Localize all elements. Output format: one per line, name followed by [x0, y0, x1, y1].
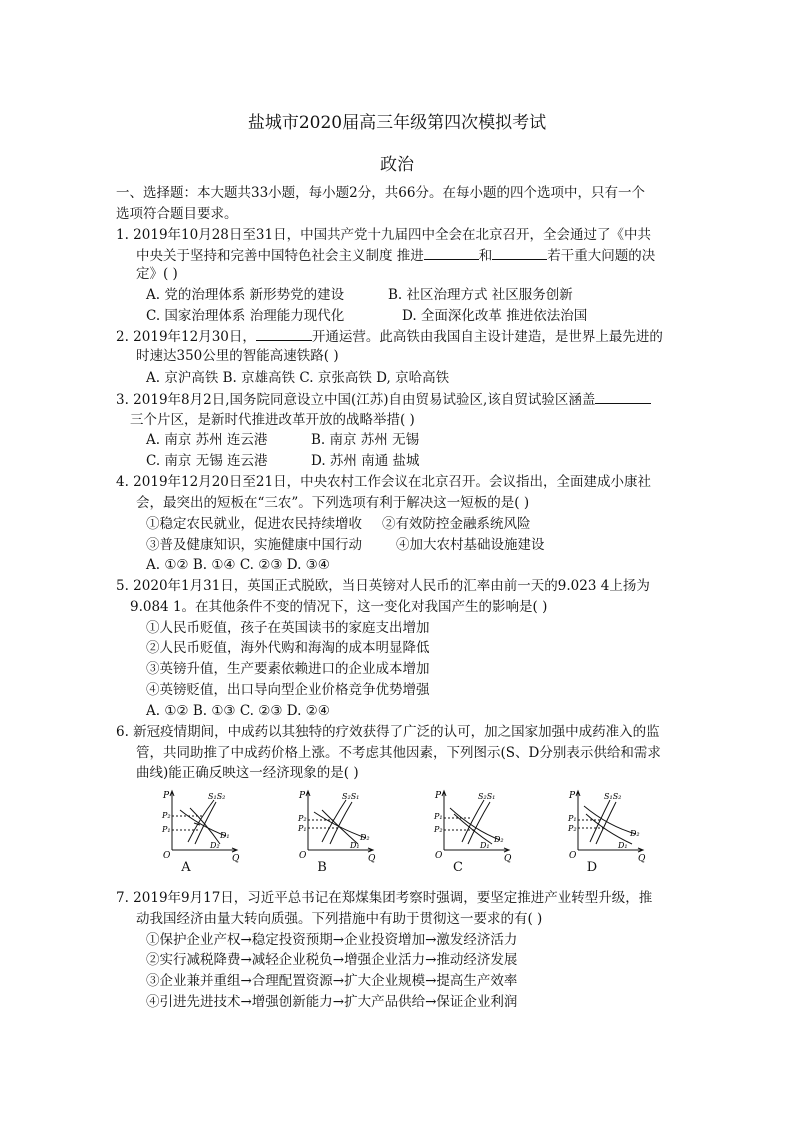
graph-d-svg [556, 788, 646, 863]
svg-text:P₁: P₁ [162, 825, 171, 834]
q1-blank-1 [424, 245, 479, 260]
svg-text:Q: Q [368, 854, 376, 863]
q4-stem: 4. 2019年12月20日至21日，中央农村工作会议在北京召开。会议指出，全面建成小康社 [116, 474, 652, 490]
svg-text:P₂: P₂ [434, 825, 443, 834]
svg-text:P₂: P₂ [568, 824, 577, 833]
q1-text-c: 若干重大问题的决 [547, 248, 656, 264]
supply-demand-graph-d [556, 788, 646, 878]
svg-text:P: P [435, 791, 442, 801]
svg-text:P₂: P₂ [162, 811, 171, 820]
q2-stem-line2: 时速达350公里的智能高速铁路( ) [136, 348, 339, 364]
graph-a-svg [150, 788, 240, 863]
svg-text:Q: Q [232, 854, 240, 863]
exam-title: 盐城市2020届高三年级第四次模拟考试 [247, 113, 547, 133]
q4-statement-4: ④加大农村基础设施建设 [396, 537, 545, 553]
q5-stem: 5. 2020年1月31日，英国正式脱欧，当日英镑对人民币的汇率由前一天的9.023 4上扬为 [116, 578, 650, 594]
q3-option-c: C. 南京 无锡 连云港 [146, 453, 268, 469]
q5-options: A. ①② B. ①③ C. ②③ D. ②④ [146, 703, 330, 719]
q3-option-a: A. 南京 苏州 连云港 [146, 432, 268, 448]
q7-statement-2: ②实行减税降费→减轻企业税负→增强企业活力→推动经济发展 [146, 952, 518, 968]
svg-text:O: O [569, 851, 577, 861]
q7-statement-1: ①保护企业产权→稳定投资预期→企业投资增加→激发经济活力 [146, 932, 518, 948]
q3-stem [116, 389, 651, 409]
svg-text:P: P [163, 791, 170, 801]
q3-option-b: B. 南京 苏州 无锡 [311, 432, 420, 448]
svg-text:S₁S₂: S₁S₂ [208, 792, 226, 801]
svg-text:D₂: D₂ [210, 841, 220, 850]
svg-text:S₂S₁: S₂S₁ [342, 792, 360, 801]
q3-stem-line2: 三个片区，是新时代推进改革开放的战略举措( ) [130, 412, 415, 428]
q5-statement-3: ③英镑升值，生产要素依赖进口的企业成本增加 [146, 661, 430, 677]
subject-title: 政治 [380, 155, 414, 175]
svg-text:P₂: P₂ [298, 814, 307, 823]
q7-statement-4: ④引进先进技术→增强创新能力→扩大产品供给→保证企业利润 [146, 994, 518, 1010]
svg-text:P₁: P₁ [298, 824, 307, 833]
svg-text:Q: Q [504, 854, 512, 863]
supply-demand-graph-a [150, 788, 240, 878]
q5-statement-1: ①人民币贬值，孩子在英国读书的家庭支出增加 [146, 620, 430, 636]
svg-text:D₁: D₁ [350, 841, 360, 850]
q2-text-b: 开通运营。此高铁由我国自主设计建造，是世界上最先进的 [311, 329, 663, 345]
svg-text:O: O [435, 851, 443, 861]
q1-option-c: C. 国家治理体系 治理能力现代化 [146, 308, 345, 324]
graph-b-svg [286, 788, 376, 863]
graph-a-label: A [181, 860, 191, 875]
q4-statement-3: ③普及健康知识，实施健康中国行动 [146, 537, 362, 553]
graph-c-label: C [453, 860, 463, 875]
q3-option-d: D. 苏州 南通 盐城 [311, 453, 420, 469]
q1-option-b: B. 社区治理方式 社区服务创新 [388, 287, 573, 303]
q6-stem-line2: 管，共同助推了中成药价格上涨。不考虑其他因素，下列图示(S、D分别表示供给和需求 [136, 745, 661, 761]
svg-text:D₂: D₂ [494, 835, 504, 844]
q4-statement-1: ①稳定农民就业，促进农民持续增收 [146, 516, 362, 532]
graph-b-label: B [317, 860, 327, 875]
svg-text:P: P [299, 791, 306, 801]
svg-text:S₁S₂: S₁S₂ [604, 792, 622, 801]
q1-option-d: D. 全面深化改革 推进依法治国 [402, 308, 588, 324]
q1-text-b: 和 [478, 248, 493, 264]
svg-text:S₂S₁: S₂S₁ [478, 792, 496, 801]
q6-stem-line3: 曲线)能正确反映这一经济现象的是( ) [136, 765, 359, 781]
section-instructions: 一、选择题：本大题共33小题，每小题2分，共66分。在每小题的四个选项中，只有一个 [116, 185, 645, 201]
q1-text-a: 中央关于坚持和完善中国特色社会主义制度 推进 [136, 248, 424, 264]
q4-statement-2: ②有效防控金融系统风险 [382, 516, 531, 532]
supply-demand-graph-c [422, 788, 512, 878]
svg-text:D₂: D₂ [360, 833, 370, 842]
q1-stem-line2 [136, 245, 655, 265]
q1-blank-2 [492, 245, 547, 260]
graph-d-label: D [586, 860, 598, 875]
q5-statement-2: ②人民币贬值，海外代购和海淘的成本明显降低 [146, 640, 430, 656]
q4-stem-line2: 会，最突出的短板在“三农”。下列选项有利于解决这一短板的是( ) [136, 495, 530, 511]
q4-options: A. ①② B. ①④ C. ②③ D. ③④ [146, 557, 330, 573]
q1-stem-line3: 定》( ) [136, 266, 178, 282]
q2-stem [116, 326, 663, 346]
section-instructions-cont: 选项符合题目要求。 [116, 206, 238, 222]
graph-c-svg [422, 788, 512, 863]
q5-statement-4: ④英镑贬值，出口导向型企业价格竞争优势增强 [146, 682, 430, 698]
q3-blank [595, 389, 651, 404]
q2-text-a: 2. 2019年12月30日， [116, 329, 256, 345]
q6-graphs [150, 788, 650, 878]
svg-text:P₁: P₁ [434, 812, 443, 821]
supply-demand-graph-b [286, 788, 376, 878]
svg-text:P₁: P₁ [568, 814, 577, 823]
svg-text:D₁: D₁ [480, 841, 490, 850]
svg-text:O: O [299, 851, 307, 861]
svg-text:O: O [163, 851, 171, 861]
q5-stem-line2: 9.084 1。在其他条件不变的情况下，这一变化对我国产生的影响是( ) [130, 599, 548, 615]
q7-statement-3: ③企业兼并重组→合理配置资源→扩大企业规模→提高生产效率 [146, 973, 518, 989]
svg-text:D₁: D₁ [220, 831, 230, 840]
svg-text:D₂: D₂ [630, 829, 640, 838]
svg-text:P: P [569, 791, 576, 801]
q3-text-a: 3. 2019年8月2日,国务院同意设立中国(江苏)自由贸易试验区,该自贸试验区涵盖 [116, 392, 596, 408]
q7-stem: 7. 2019年9月17日，习近平总书记在郑煤集团考察时强调，要坚定推进产业转型升级，推 [116, 890, 653, 906]
q2-blank [256, 326, 312, 341]
q1-option-a: A. 党的治理体系 新形势党的建设 [146, 287, 345, 303]
svg-text:Q: Q [638, 854, 646, 863]
q2-options: A. 京沪高铁 B. 京雄高铁 C. 京张高铁 D, 京哈高铁 [146, 370, 450, 386]
q1-stem: 1. 2019年10月28日至31日，中国共产党十九届四中全会在北京召开，全会通过了《中共 [116, 227, 652, 243]
q7-stem-line2: 动我国经济由量大转向质强。下列措施中有助于贯彻这一要求的有( ) [136, 911, 543, 927]
svg-text:D₁: D₁ [618, 841, 628, 850]
q6-stem: 6. 新冠疫情期间，中成药以其独特的疗效获得了广泛的认可，加之国家加强中成药准入的监 [116, 724, 660, 740]
